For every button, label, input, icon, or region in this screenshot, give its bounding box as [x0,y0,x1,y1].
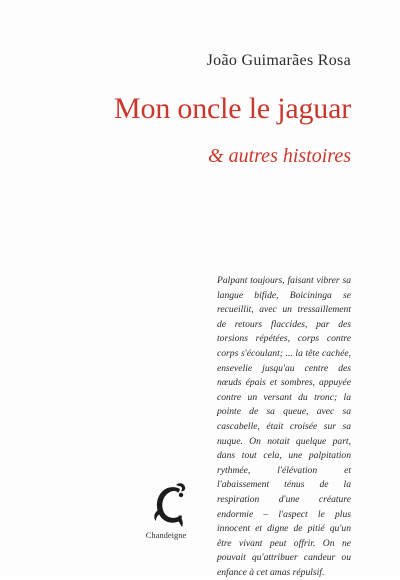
book-subtitle: & autres histoires [208,145,351,167]
publisher-name: Chandeigne [145,530,187,540]
book-title: Mon oncle le jaguar [114,92,351,125]
chandeigne-logo-icon [144,480,196,558]
author-name: João Guimarães Rosa [206,52,351,69]
excerpt-text: Palpant toujours, faisant vibrer sa langue bifide, Boicininga se recueillit, avec un tressaillement de retours flaccides, par des torsions répétées, corps contre corps s'écoulant; ... la tête cachée, ensevelie jusqu'au centre des nœuds épais et sombres, appuyée contre un versant du tronc; la pointe de sa queue, avec sa cascabelle, était croisée sur sa nuque. On notait quelque part, dans tout cela, une palpitation rythmée, l'élévation et l'abaissement ténus de la respiration d'une créature endormie – l'aspect le plus innocent et digne de pitié qu'un être vivant peut offrir. On ne pouvait qu'attribuer candeur ou enfance à cet amas répulsif. [217,275,351,578]
